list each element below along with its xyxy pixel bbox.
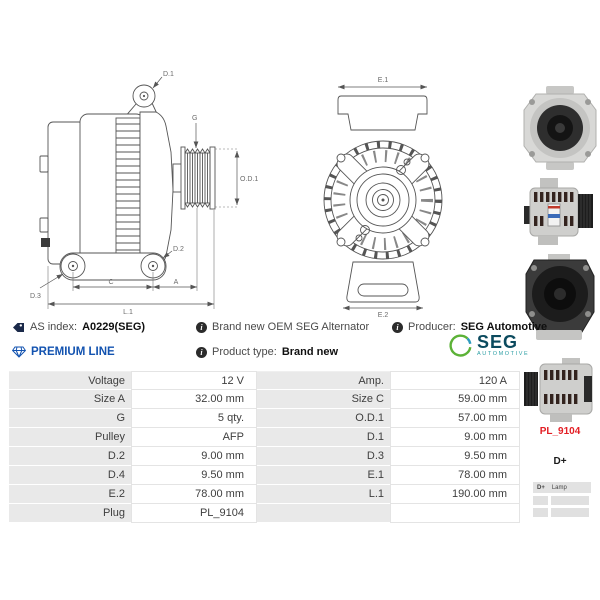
- dim-label-g: G: [192, 115, 198, 122]
- spec-table: [9, 371, 520, 523]
- info-icon: i: [392, 322, 403, 333]
- spec-label: Pulley: [9, 428, 131, 447]
- producer-value: SEG Automotive: [460, 321, 548, 333]
- product-photo-front[interactable]: [521, 84, 599, 172]
- product-type-label: Product type:: [212, 346, 277, 358]
- table-row: [9, 485, 520, 504]
- pinout-desc: Lamp: [551, 484, 567, 491]
- spec-label: D.3: [257, 447, 390, 466]
- spec-label: Amp.: [257, 371, 390, 390]
- plug-code-label: PL_9104: [539, 426, 581, 437]
- spec-value: AFP: [131, 428, 257, 447]
- spec-label: D.1: [257, 428, 390, 447]
- terminal-label: D+: [553, 456, 567, 467]
- product-photo-side[interactable]: [521, 176, 599, 248]
- table-row: [9, 428, 520, 447]
- plug-pinout-table: [533, 482, 591, 517]
- pinout-pin: D+: [537, 484, 545, 491]
- as-index-value: A0229(SEG): [82, 321, 146, 333]
- spec-label: Voltage: [9, 371, 131, 390]
- oem-note-text: Brand new OEM SEG Alternator: [212, 321, 370, 333]
- spec-label: O.D.1: [257, 409, 390, 428]
- table-row: [9, 409, 520, 428]
- spec-label: E.2: [9, 485, 131, 504]
- spec-label: Plug: [9, 504, 131, 523]
- as-index-row: [12, 321, 145, 333]
- dim-label-od1: O.D.1: [240, 176, 259, 183]
- product-type-row: [196, 346, 338, 358]
- dim-label-e2: E.2: [377, 312, 389, 318]
- producer-label: Producer:: [408, 321, 456, 333]
- seg-automotive-logo: [448, 333, 529, 358]
- dim-label-e1: E.1: [377, 77, 389, 84]
- spec-label: Size A: [9, 390, 131, 409]
- spec-value: 120 A: [390, 371, 520, 390]
- spec-label: G: [9, 409, 131, 428]
- alternator-side-view-drawing: [26, 60, 266, 318]
- tag-icon: [12, 322, 25, 333]
- seg-logo-subtext: AUTOMOTIVE: [477, 351, 530, 358]
- pinout-cell: [551, 508, 589, 517]
- table-row: [9, 447, 520, 466]
- oem-note-row: [196, 321, 369, 333]
- spec-label: E.1: [257, 466, 390, 485]
- dim-label-c: C: [108, 279, 114, 286]
- dim-label-d1: D.1: [163, 71, 174, 78]
- spec-value: 9.00 mm: [390, 428, 520, 447]
- premium-line-label: PREMIUM LINE: [31, 346, 115, 358]
- pinout-header-row: [533, 482, 591, 493]
- spec-label: L.1: [257, 485, 390, 504]
- dim-label-d3: D.3: [30, 293, 41, 300]
- spec-value: 190.00 mm: [390, 485, 520, 504]
- dim-label-l1: L.1: [123, 309, 133, 316]
- spec-value: 32.00 mm: [131, 390, 257, 409]
- spec-value: 59.00 mm: [390, 390, 520, 409]
- dim-label-a: A: [173, 279, 179, 286]
- spec-value: 9.50 mm: [131, 466, 257, 485]
- product-type-value: Brand new: [281, 346, 339, 358]
- spec-value: 9.00 mm: [131, 447, 257, 466]
- spec-label: D.2: [9, 447, 131, 466]
- diamond-icon: [12, 346, 26, 358]
- info-icon: i: [196, 347, 207, 358]
- spec-value: [390, 504, 520, 523]
- alternator-front-view-drawing: [303, 70, 473, 318]
- pinout-row: [533, 496, 591, 505]
- product-photo-side-pulley[interactable]: [521, 356, 599, 424]
- spec-label: D.4: [9, 466, 131, 485]
- spec-value: 12 V: [131, 371, 257, 390]
- table-row: [9, 504, 520, 523]
- pinout-cell: [551, 496, 589, 505]
- table-row: [9, 371, 520, 390]
- table-row: [9, 390, 520, 409]
- premium-line-row[interactable]: [12, 346, 115, 358]
- producer-row: [392, 321, 547, 333]
- pinout-cell: [533, 508, 548, 517]
- table-row: [9, 466, 520, 485]
- spec-value: 57.00 mm: [390, 409, 520, 428]
- seg-logo-ring-icon: [448, 333, 473, 358]
- spec-value: 5 qty.: [131, 409, 257, 428]
- spec-value: 9.50 mm: [390, 447, 520, 466]
- pinout-row: [533, 508, 591, 517]
- seg-logo-wordmark: SEG: [477, 332, 519, 353]
- dim-label-d2: D.2: [173, 246, 184, 253]
- spec-value: 78.00 mm: [131, 485, 257, 504]
- spec-label: [257, 504, 390, 523]
- spec-label: Size C: [257, 390, 390, 409]
- spec-value: PL_9104: [131, 504, 257, 523]
- pinout-cell: [533, 496, 548, 505]
- as-index-label: AS index:: [30, 321, 78, 333]
- spec-value: 78.00 mm: [390, 466, 520, 485]
- info-icon: i: [196, 322, 207, 333]
